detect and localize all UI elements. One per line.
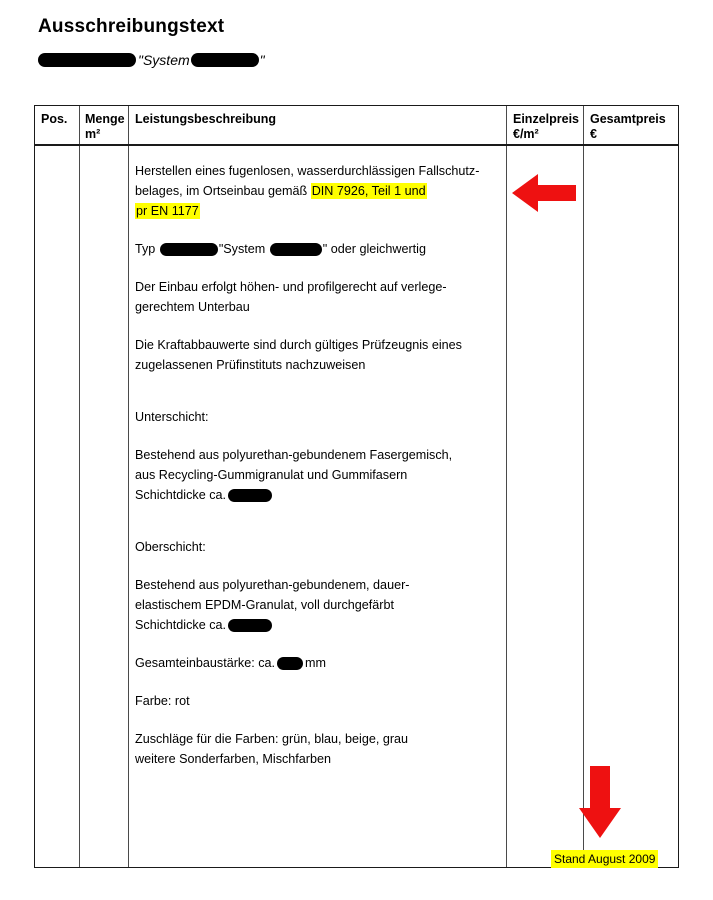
kraftabbauwerte-line1: Die Kraftabbauwerte sind durch gültiges Prüfzeugnis eines bbox=[135, 338, 462, 352]
section-spacer-lower bbox=[135, 523, 497, 537]
redaction-bar-typ-manufacturer bbox=[160, 243, 218, 256]
paragraph-farbe: Farbe: rot bbox=[135, 694, 190, 708]
typ-prefix: Typ bbox=[135, 242, 159, 256]
paragraph-oberschicht-details bbox=[135, 575, 497, 635]
oberschicht-line1: Bestehend aus polyurethan-gebundenem, dauer- bbox=[135, 578, 410, 592]
table-header-menge-label: Menge bbox=[85, 112, 125, 126]
document-subtitle bbox=[38, 52, 265, 68]
redaction-bar-oberschicht-dicke bbox=[228, 619, 272, 632]
red-left-arrow-icon bbox=[512, 172, 576, 214]
einbau-line2: gerechtem Unterbau bbox=[135, 300, 250, 314]
redaction-bar-gesamteinbaustaerke bbox=[277, 657, 303, 670]
unterschicht-line3: Schichtdicke ca. bbox=[135, 488, 226, 502]
column-divider-einzelpreis bbox=[583, 106, 584, 867]
redaction-bar-typ-system bbox=[270, 243, 322, 256]
herstellen-line1: Herstellen eines fugenlosen, wasserdurchlässigen Fallschutz- bbox=[135, 164, 480, 178]
highlight-pr-en-1177: pr EN 1177 bbox=[136, 204, 199, 218]
typ-mid: "System bbox=[218, 242, 269, 256]
table-header-pos: Pos. bbox=[41, 112, 68, 126]
paragraph-zuschlaege bbox=[135, 729, 497, 769]
paragraph-einbau bbox=[135, 277, 497, 317]
zuschlaege-line1: Zuschläge für die Farben: grün, blau, beige, grau bbox=[135, 732, 409, 746]
subtitle-quote-close: " bbox=[259, 52, 265, 68]
redaction-bar-unterschicht-dicke bbox=[228, 489, 272, 502]
table-header-gesamtpreis-unit: € bbox=[590, 127, 597, 141]
table-header-einzelpreis-label: Einzelpreis bbox=[513, 112, 579, 126]
gesamteinbaustaerke-unit: mm bbox=[305, 656, 326, 670]
red-down-arrow-icon bbox=[578, 766, 622, 838]
herstellen-line2-pre: belages, im Ortseinbau gemäß bbox=[135, 184, 311, 198]
paragraph-herstellen bbox=[135, 161, 497, 221]
redaction-bar-subtitle-left bbox=[38, 53, 136, 67]
column-divider-pos bbox=[79, 106, 80, 867]
section-spacer-upper bbox=[135, 393, 497, 407]
table-header-gesamtpreis-label: Gesamtpreis bbox=[590, 112, 666, 126]
column-divider-leistung bbox=[506, 106, 507, 867]
typ-post: " oder gleichwertig bbox=[322, 242, 426, 256]
table-header-menge bbox=[85, 112, 125, 142]
oberschicht-line2: elastischem EPDM-Granulat, voll durchgefärbt bbox=[135, 598, 394, 612]
unterschicht-line1: Bestehend aus polyurethan-gebundenem Fasergemisch, bbox=[135, 448, 453, 462]
paragraph-unterschicht-details bbox=[135, 445, 497, 505]
einbau-line1: Der Einbau erfolgt höhen- und profilgerecht auf verlege- bbox=[135, 280, 447, 294]
specification-table bbox=[34, 105, 679, 868]
unterschicht-line2: aus Recycling-Gummigranulat und Gummifasern bbox=[135, 468, 408, 482]
oberschicht-line3: Schichtdicke ca. bbox=[135, 618, 226, 632]
table-header-leistungsbeschreibung: Leistungsbeschreibung bbox=[135, 112, 276, 126]
paragraph-kraftabbauwerte bbox=[135, 335, 497, 375]
page-title: Ausschreibungstext bbox=[38, 16, 225, 37]
redaction-bar-subtitle-right bbox=[191, 53, 259, 67]
stand-date-stamp: Stand August 2009 bbox=[551, 850, 658, 868]
gesamteinbaustaerke-prefix: Gesamteinbaustärke: ca. bbox=[135, 656, 276, 670]
label-unterschicht: Unterschicht: bbox=[135, 410, 209, 424]
table-header-einzelpreis bbox=[513, 112, 579, 142]
table-header-menge-unit: m² bbox=[85, 127, 101, 141]
paragraph-gesamteinbaustaerke bbox=[135, 653, 497, 673]
kraftabbauwerte-line2: zugelassenen Prüfinstituts nachzuweisen bbox=[135, 358, 366, 372]
table-header-gesamtpreis bbox=[590, 112, 666, 142]
zuschlaege-line2: weitere Sonderfarben, Mischfarben bbox=[135, 752, 332, 766]
paragraph-typ bbox=[135, 239, 497, 259]
column-divider-menge bbox=[128, 106, 129, 867]
header-row-divider bbox=[35, 144, 678, 146]
leistungsbeschreibung-cell bbox=[135, 161, 497, 787]
label-oberschicht: Oberschicht: bbox=[135, 540, 206, 554]
highlight-din-7926: DIN 7926, Teil 1 und bbox=[311, 184, 426, 198]
table-header-einzelpreis-unit: €/m² bbox=[513, 127, 539, 141]
subtitle-quoted-text: "System bbox=[138, 52, 190, 68]
